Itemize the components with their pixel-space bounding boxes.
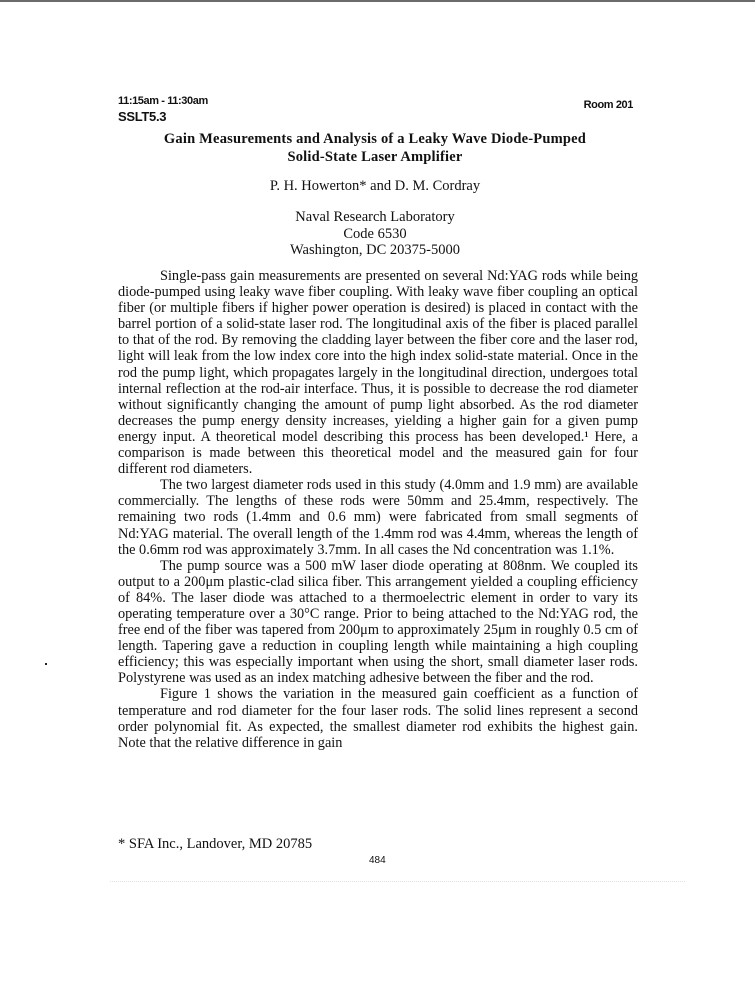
scan-artifact-dot — [45, 663, 47, 665]
affiliation-address: Washington, DC 20375-5000 — [289, 242, 460, 258]
title-line-2: Solid-State Laser Amplifier — [287, 149, 463, 165]
session-room: Room 201 — [583, 99, 633, 111]
paper-authors: P. H. Howerton* and D. M. Cordray — [269, 178, 481, 194]
abstract-body — [118, 268, 638, 751]
paragraph-figure-1: Figure 1 shows the variation in the measured gain coefficient as a function of temperature and rod diameter for the four laser rods. The solid lines represent a second order polynomial fit. As expected, the smallest diameter rod exhibits the highest gain. Note that the relative difference in gain — [118, 686, 638, 751]
paragraph-pump-source: The pump source was a 500 mW laser diode operating at 808nm. We coupled its output to a 200μm plastic-clad silica fiber. This arrangement yielded a coupling efficiency of 84%. The laser diode was attached to a thermoelectric element in order to vary its operating temperature over a 30°C range. Prior to being attached to the Nd:YAG rod, the free end of the fiber was tapered from 200μm to approximately 25μm in roughly 0.5 cm of length. Tapering gave a reduction in coupling length while maintaining a high coupling efficiency; this was especially important when using the short, small diameter laser rods. Polystyrene was used as an index matching adhesive between the fiber and the rod. — [118, 557, 638, 687]
affiliation — [110, 209, 640, 259]
affiliation-institution: Naval Research Laboratory — [295, 209, 455, 225]
scan-artifact-line — [110, 881, 685, 883]
page-number: 484 — [369, 855, 386, 866]
session-time: 11:15am - 11:30am — [118, 95, 208, 107]
footnote: * SFA Inc., Landover, MD 20785 — [118, 836, 313, 852]
affiliation-code: Code 6530 — [343, 225, 407, 242]
paragraph-intro: Single-pass gain measurements are presented on several Nd:YAG rods while being diode-pumped using leaky wave fiber coupling. With leaky wave fiber coupling an optical fiber (or multiple fibers if higher power operation is desired) is placed in contact with the barrel portion of a solid-state laser rod. The longitudinal axis of the fiber is placed parallel to that of the rod. By removing the cladding layer between the fiber core and the laser rod, light will leak from the low index core into the high index solid-state material. Once in the rod the pump light, which propagates largely in the longitudinal direction, undergoes total internal reflection at the rod-air interface. Thus, it is possible to decrease the rod diameter without significantly changing the amount of pump light absorbed. As the rod diameter decreases the pump energy density increases, yielding a higher gain for a given pump energy input. A theoretical model describing this process has been developed.¹ Here, a comparison is made between this theoretical model and the measured gain for four different rod diameters. — [118, 268, 638, 478]
session-code: SSLT5.3 — [118, 109, 167, 124]
paragraph-rods: The two largest diameter rods used in this study (4.0mm and 1.9 mm) are available commercially. The lengths of these rods were 50mm and 25.4mm, respectively. The remaining two rods (1.4mm and 0.6 mm) were fabricated from small segments of Nd:YAG material. The overall length of the 1.4mm rod was 4.4mm, whereas the length of the 0.6mm rod was approximately 3.7mm. In all cases the Nd concentration was 1.1%. — [118, 477, 638, 558]
title-line-1: Gain Measurements and Analysis of a Leaky Wave Diode-Pumped — [163, 131, 587, 147]
paper-title — [110, 130, 640, 166]
